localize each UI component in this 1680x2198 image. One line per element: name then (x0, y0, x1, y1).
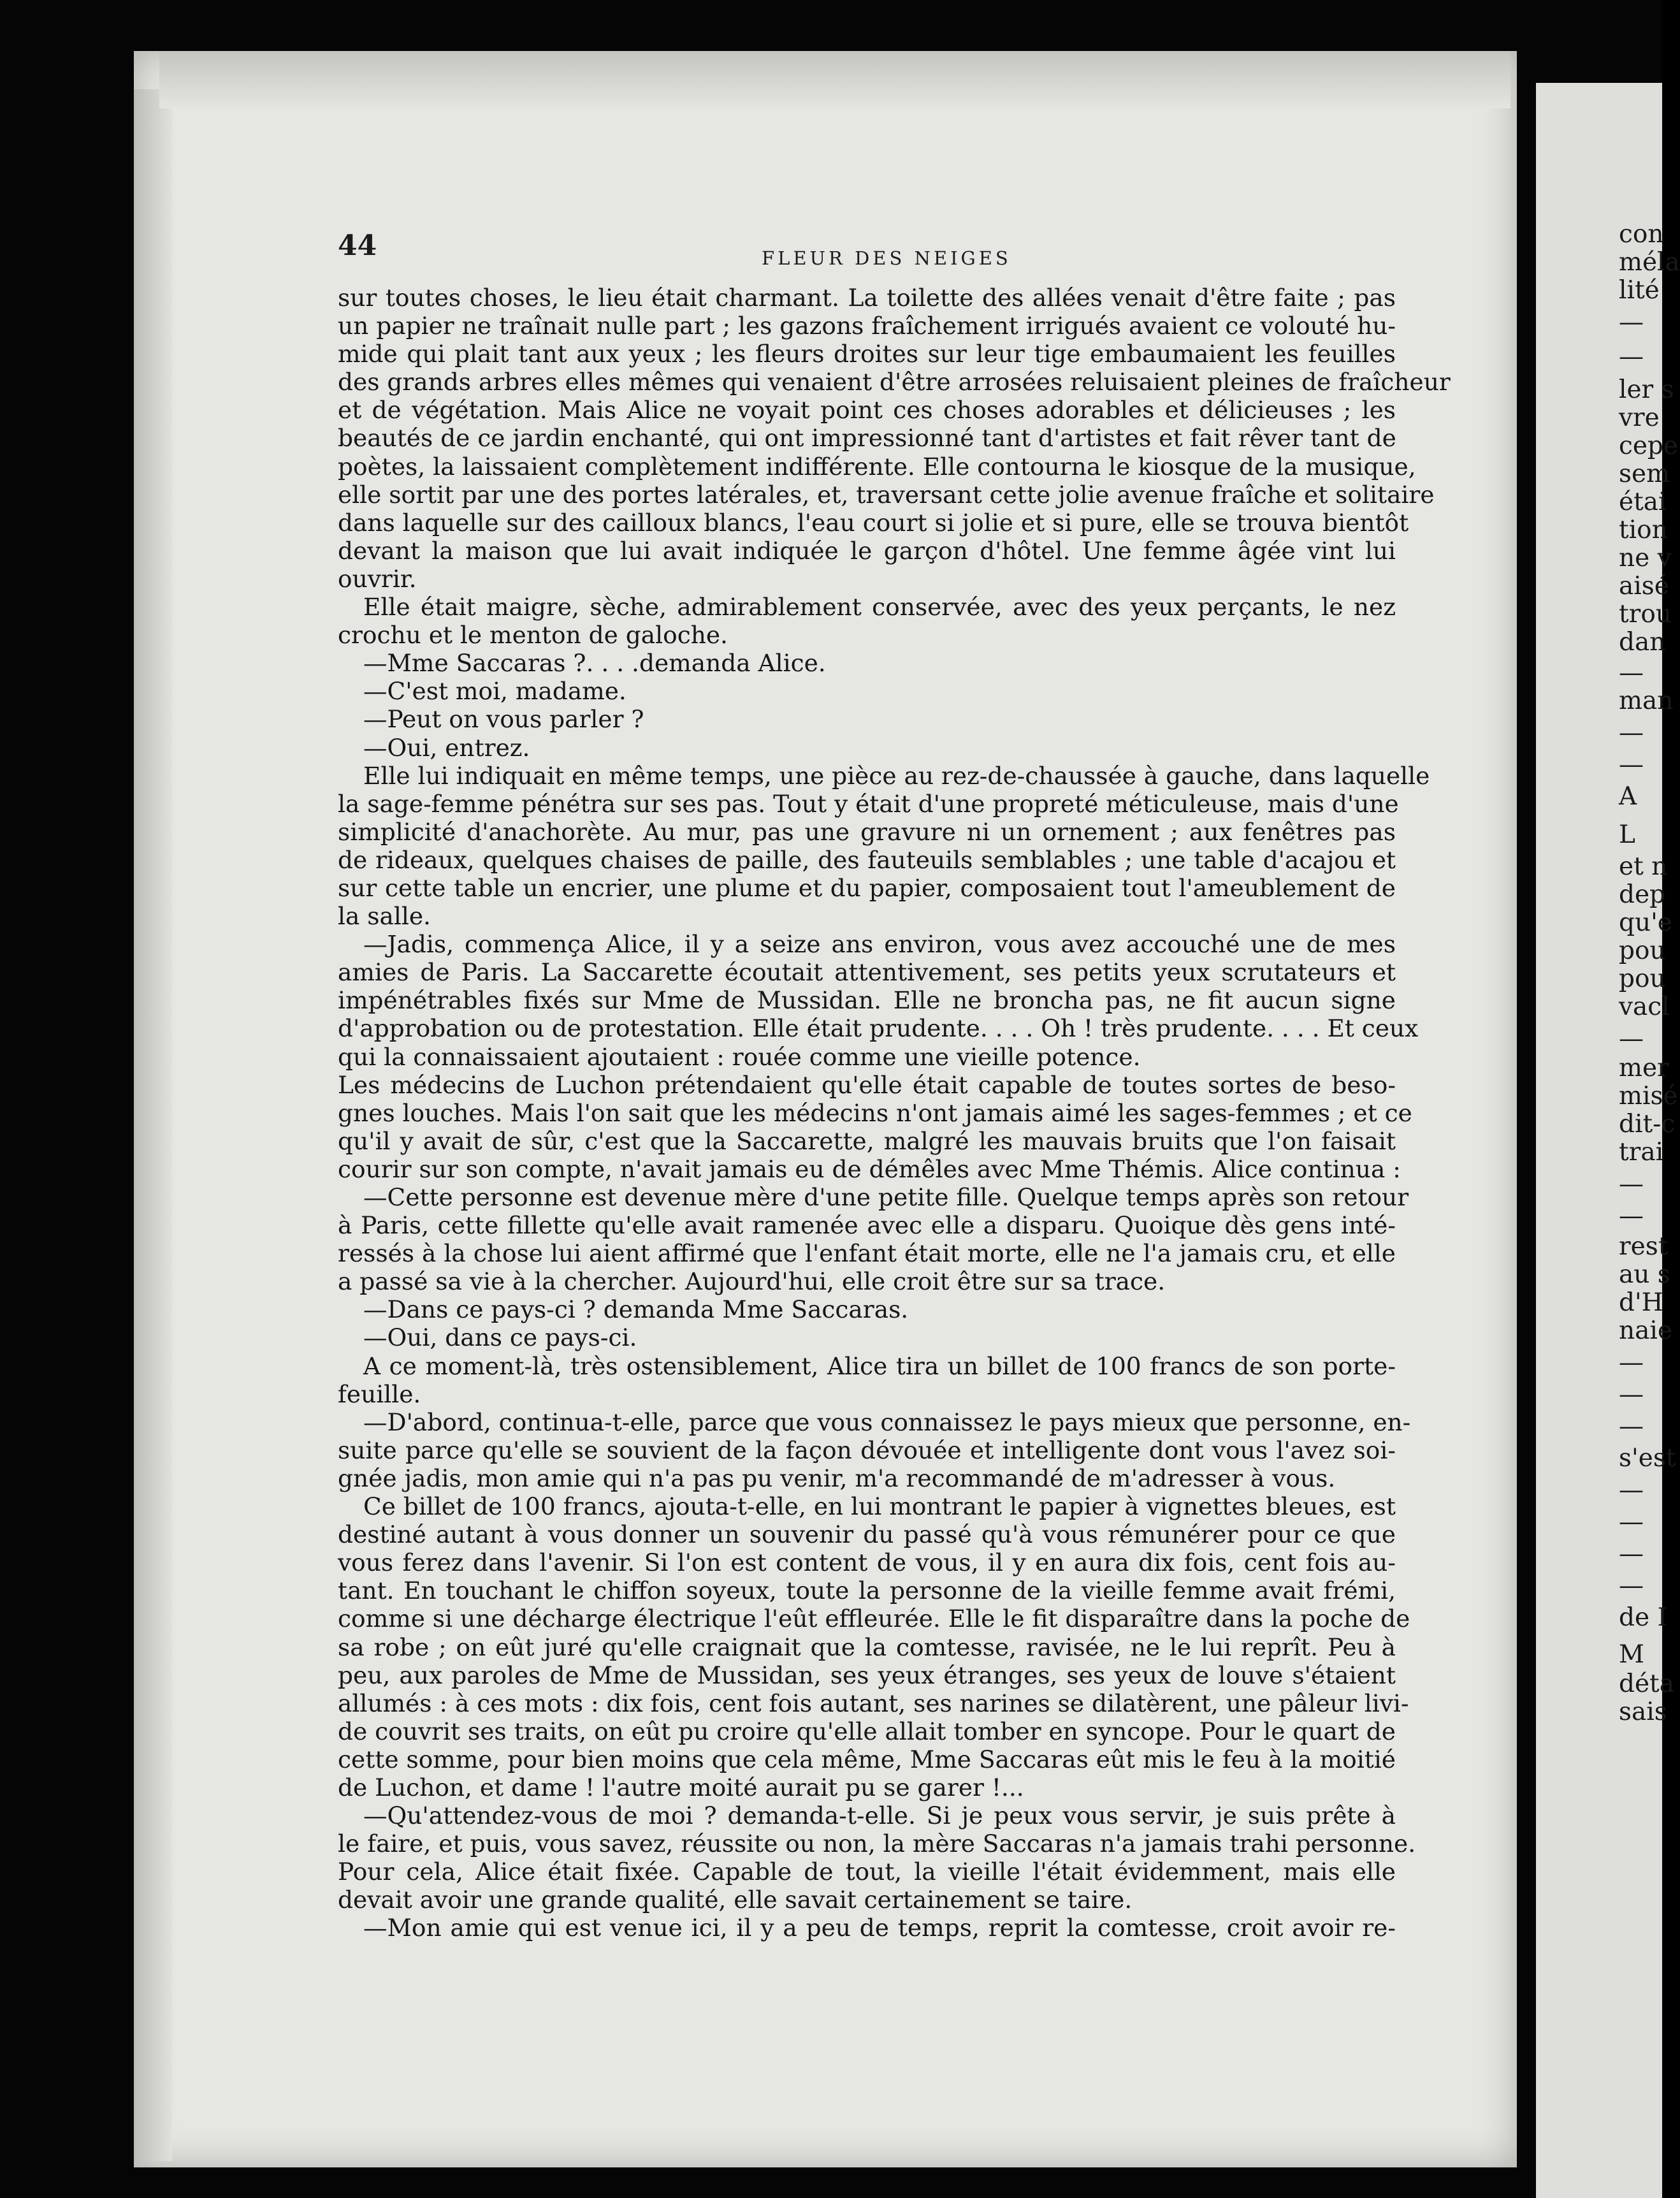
text-line: vous ferez dans l'avenir. Si l'on est content de vous, il y en aura dix fois, cent fois au- (338, 1548, 1396, 1577)
text-line: un papier ne traînait nulle part ; les gazons fraîchement irrigués avaient ce volouté hu- (338, 312, 1396, 340)
facing-page-line: trai (1619, 1138, 1664, 1167)
text-line: poètes, la laissaient complètement indifférente. Elle contourna le kiosque de la musique, (338, 452, 1416, 481)
text-line: courir sur son compte, n'avait jamais eu de démêles avec Mme Thémis. Alice continua : (338, 1154, 1401, 1183)
facing-page-line: — (1619, 1380, 1644, 1409)
facing-page-line: — (1619, 718, 1644, 747)
facing-page-line: M (1619, 1640, 1644, 1669)
text-line: peu, aux paroles de Mme de Mussidan, ses yeux étranges, ses yeux de louve s'étaient (338, 1661, 1396, 1689)
text-line: elle sortit par une des portes latérales, et, traversant cette jolie avenue fraîche et solitaire (338, 480, 1435, 509)
text-line: la salle. (338, 902, 431, 931)
text-line: feuille. (338, 1379, 421, 1408)
text-line: destiné autant à vous donner un souvenir du passé qu'à vous rémunérer pour ce que (338, 1520, 1396, 1549)
facing-page-line: sais (1619, 1698, 1667, 1726)
text-line: beautés de ce jardin enchanté, qui ont impressionné tant d'artistes et fait rêver tant de (338, 424, 1396, 453)
facing-page-line: — (1619, 1024, 1644, 1053)
text-line: la sage-femme pénétra sur ses pas. Tout y était d'une propreté méticuleuse, mais d'une (338, 789, 1399, 818)
facing-page-line: pou (1619, 964, 1666, 993)
facing-page-line: — (1619, 1412, 1644, 1441)
facing-page-line: vre (1619, 404, 1660, 432)
facing-page-line: — (1619, 308, 1644, 337)
text-line: sa robe ; on eût juré qu'elle craignait que la comtesse, ravisée, ne le lui reprît. Peu à (338, 1633, 1396, 1661)
text-line: de couvrit ses traits, on eût pu croire qu'elle allait tomber en syncope. Pour le quart de (338, 1717, 1396, 1745)
facing-page-fragment (1536, 83, 1680, 2198)
text-line: qu'il y avait de sûr, c'est que la Saccarette, malgré les mauvais bruits que l'on faisait (338, 1126, 1396, 1155)
text-line: ouvrir. (338, 564, 417, 593)
text-line: crochu et le menton de galoche. (338, 621, 728, 650)
text-line: —Oui, entrez. (363, 733, 530, 762)
facing-page-line: — (1619, 1539, 1644, 1568)
facing-page-line: lité (1619, 276, 1660, 305)
text-line: gnée jadis, mon amie qui n'a pas pu venir, m'a recommandé de m'adresser à vous. (338, 1464, 1336, 1492)
text-line: impénétrables fixés sur Mme de Mussidan. Elle ne broncha pas, ne fit aucun signe (338, 986, 1396, 1015)
facing-page-line: mer (1619, 1054, 1669, 1082)
page-number: 44 (338, 229, 377, 262)
text-line: cette somme, pour bien moins que cela même, Mme Saccaras eût mis le feu à la moitié (338, 1745, 1396, 1773)
text-line: —Jadis, commença Alice, il y a seize ans environ, vous avez accouché une de mes (363, 930, 1396, 959)
facing-page-line: — (1619, 1348, 1644, 1377)
facing-page-line: aisé (1619, 572, 1669, 600)
facing-page-line: qu'e (1619, 908, 1672, 937)
facing-page-line: cepe (1619, 432, 1678, 460)
text-line: —Cette personne est devenue mère d'une petite fille. Quelque temps après son retour (363, 1183, 1409, 1211)
facing-page-line: — (1619, 659, 1644, 687)
facing-page-line: — (1619, 1202, 1644, 1230)
facing-page-line: d'H (1619, 1288, 1663, 1317)
facing-page-line: — (1619, 1508, 1644, 1536)
facing-page-line: con (1619, 220, 1664, 249)
running-head: FLEUR DES NEIGES (762, 247, 1011, 269)
text-line: d'approbation ou de protestation. Elle était prudente. . . . Oh ! très prudente. . . . Et ceux (338, 1014, 1419, 1043)
facing-page-line: dit-c (1619, 1110, 1676, 1139)
facing-page-line: s'est (1619, 1444, 1676, 1473)
body-text (338, 284, 1451, 1942)
text-line: devant la maison que lui avait indiquée le garçon d'hôtel. Une femme âgée vint lui (338, 536, 1396, 565)
text-line: —D'abord, continua-t-elle, parce que vous connaissez le pays mieux que personne, en- (363, 1408, 1411, 1436)
text-line: allumés : à ces mots : dix fois, cent fois autant, ses narines se dilatèrent, une pâleur livi- (338, 1689, 1409, 1717)
facing-page-line: méla (1619, 248, 1680, 277)
facing-page-line: L (1619, 820, 1635, 849)
text-line: suite parce qu'elle se souvient de la façon dévouée et intelligente dont vous l'avez soi- (338, 1436, 1396, 1464)
facing-page-line: man (1619, 687, 1674, 715)
facing-page-line: misé (1619, 1082, 1678, 1110)
text-line: comme si une décharge électrique l'eût effleurée. Elle le fit disparaître dans la poche de (338, 1605, 1410, 1633)
text-line: à Paris, cette fillette qu'elle avait ramenée avec elle a disparu. Quoique dès gens inté- (338, 1211, 1396, 1240)
text-line: —Oui, dans ce pays-ci. (363, 1323, 637, 1352)
page-edge-left (134, 89, 172, 2161)
facing-page-line: déta (1619, 1670, 1674, 1698)
facing-page-line: A (1619, 782, 1637, 811)
text-line: Pour cela, Alice était fixée. Capable de tout, la vieille l'était évidemment, mais elle (338, 1858, 1396, 1886)
facing-page-line: sem (1619, 460, 1670, 488)
text-line: de Luchon, et dame ! l'autre moité aurait pu se garer !... (338, 1773, 1024, 1801)
text-line: tant. En touchant le chiffon soyeux, toute la personne de la vieille femme avait frémi, (338, 1576, 1396, 1605)
facing-page-line: — (1619, 342, 1644, 371)
text-line: a passé sa vie à la chercher. Aujourd'hui, elle croit être sur sa trace. (338, 1267, 1166, 1296)
facing-page-line: au s (1619, 1260, 1670, 1289)
page-edge-top (159, 51, 1510, 108)
text-line: sur cette table un encrier, une plume et du papier, composaient tout l'ameublement de (338, 873, 1396, 902)
text-line: amies de Paris. La Saccarette écoutait attentivement, ses petits yeux scrutateurs et (338, 958, 1396, 987)
text-line: Les médecins de Luchon prétendaient qu'elle était capable de toutes sortes de beso- (338, 1070, 1396, 1099)
facing-page-line: naie (1619, 1316, 1672, 1345)
text-line: —Mme Saccaras ?. . . .demanda Alice. (363, 649, 826, 678)
text-line: le faire, et puis, vous savez, réussite ou non, la mère Saccaras n'a jamais trahi personne. (338, 1830, 1416, 1858)
text-line: gnes louches. Mais l'on sait que les médecins n'ont jamais aimé les sages-femmes ; et ce (338, 1098, 1412, 1127)
text-line: Elle lui indiquait en même temps, une pièce au rez-de-chaussée à gauche, dans laquelle (363, 761, 1430, 790)
facing-page-line: — (1619, 750, 1644, 779)
text-line: dans laquelle sur des cailloux blancs, l'eau court si jolie et si pure, elle se trouva bientôt (338, 508, 1409, 537)
facing-page-line: ler s (1619, 375, 1674, 404)
text-line: de rideaux, quelques chaises de paille, des fauteuils semblables ; une table d'acajou et (338, 845, 1396, 874)
facing-page-line: ne v (1619, 544, 1672, 572)
text-line: qui la connaissaient ajoutaient : rouée comme une vieille potence. (338, 1042, 1141, 1071)
text-line: —Qu'attendez-vous de moi ? demanda-t-elle. Si je peux vous servir, je suis prête à (363, 1801, 1396, 1830)
text-line: simplicité d'anachorète. Au mur, pas une gravure ni un ornement ; aux fenêtres pas (338, 817, 1396, 846)
text-line: A ce moment-là, très ostensiblement, Alice tira un billet de 100 francs de son porte- (363, 1351, 1396, 1380)
text-line: —Dans ce pays-ci ? demanda Mme Saccaras. (363, 1295, 909, 1324)
text-line: —C'est moi, madame. (363, 677, 626, 706)
facing-page-line: — (1619, 1170, 1644, 1198)
facing-page-line: dep (1619, 880, 1666, 909)
facing-page-line: étai (1619, 488, 1667, 516)
text-line: mide qui plait tant aux yeux ; les fleurs droites sur leur tige embaumaient les feuilles (338, 340, 1396, 368)
text-line: —Peut on vous parler ? (363, 705, 644, 734)
facing-page-line: — (1619, 1571, 1644, 1600)
facing-page-line: tion (1619, 516, 1668, 544)
text-line: et de végétation. Mais Alice ne voyait point ces choses adorables et délicieuses ; les (338, 396, 1396, 425)
facing-page-line: pou (1619, 936, 1666, 965)
facing-page-line: vacl (1619, 993, 1670, 1021)
facing-page-line: dan (1619, 628, 1666, 657)
text-line: Elle était maigre, sèche, admirablement conservée, avec des yeux perçants, le nez (363, 593, 1396, 622)
text-line: devait avoir une grande qualité, elle savait certainement se taire. (338, 1886, 1133, 1914)
facing-page-line: de I (1619, 1603, 1667, 1632)
text-line: —Mon amie qui est venue ici, il y a peu de temps, reprit la comtesse, croit avoir re- (363, 1914, 1396, 1942)
facing-page-line: — (1619, 1476, 1644, 1504)
text-line: des grands arbres elles mêmes qui venaient d'être arrosées reluisaient pleines de fraîcheur (338, 368, 1451, 397)
text-line: Ce billet de 100 francs, ajouta-t-elle, en lui montrant le papier à vignettes bleues, est (363, 1492, 1396, 1521)
text-line: ressés à la chose lui aient affirmé que l'enfant était morte, elle ne l'a jamais cru, et elle (338, 1239, 1396, 1268)
facing-page-line: rest (1619, 1232, 1669, 1261)
text-line: sur toutes choses, le lieu était charmant. La toilette des allées venait d'être faite ; pas (338, 284, 1396, 312)
facing-page-line: trou (1619, 600, 1672, 629)
facing-page-line: et n (1619, 852, 1668, 881)
